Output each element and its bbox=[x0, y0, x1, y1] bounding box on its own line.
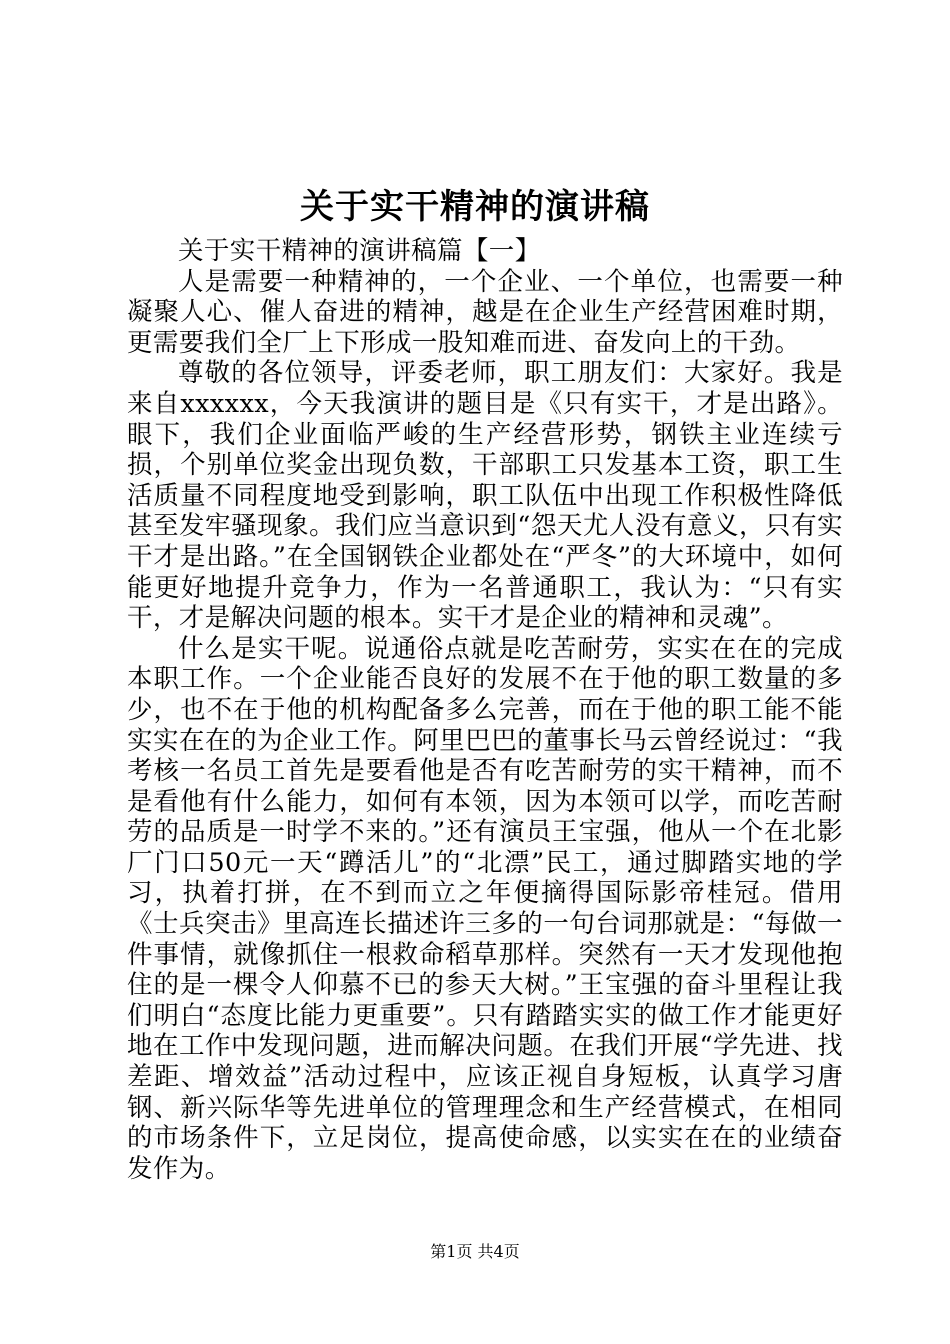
body-paragraph: 尊敬的各位领导，评委老师，职工朋友们：大家好。我是来自xxxxxx，今天我演讲的题目是《只有实干，才是出路》。眼下，我们企业面临严峻的生产经营形势，钢铁主业连续亏损，个别单位奖金出现负数，干部职工只发基本工资，职工生活质量不同程度地受到影响，职工队伍中出现工作积极性降低甚至发牢骚现象。我们应当意识到“怨天尤人没有意义，只有实干才是出路。”在全国钢铁企业都处在“严冬”的大环境中，如何能更好地提升竞争力，作为一名普通职工，我认为：“只有实干，才是解决问题的根本。实干才是企业的精神和灵魂”。 bbox=[127, 358, 843, 634]
section-heading: 关于实干精神的演讲稿篇【一】 bbox=[178, 236, 541, 266]
body-paragraph: 人是需要一种精神的，一个企业、一个单位，也需要一种凝聚人心、催人奋进的精神，越是在企业生产经营困难时期，更需要我们全厂上下形成一股知难而进、奋发向上的干劲。 bbox=[127, 266, 843, 358]
document-title: 关于实干精神的演讲稿 bbox=[300, 187, 650, 227]
body-paragraph: 什么是实干呢。说通俗点就是吃苦耐劳，实实在在的完成本职工作。一个企业能否良好的发展不在于他的职工数量的多少，也不在于他的机构配备多么完善，而在于他的职工能不能实实在在的为企业工作。阿里巴巴的董事长马云曾经说过：“我考核一名员工首先是要看他是否有吃苦耐劳的实干精神，而不是看他有什么能力，如何有本领，因为本领可以学，而吃苦耐劳的品质是一时学不来的。”还有演员王宝强，他从一个在北影厂门口50元一天“蹲活儿”的“北漂”民工，通过脚踏实地的学习，执着打拼，在不到而立之年便摘得国际影帝桂冠。借用《士兵突击》里高连长描述许三多的一句台词那就是：“每做一件事情，就像抓住一根救命稻草那样。突然有一天才发现他抱住的是一棵令人仰慕不已的参天大树。”王宝强的奋斗里程让我们明白“态度比能力更重要”。只有踏踏实实的做工作才能更好地在工作中发现问题，进而解决问题。在我们开展“学先进、找差距、增效益”活动过程中，应该正视自身短板，认真学习唐钢、新兴际华等先进单位的管理理念和生产经营模式，在相同的市场条件下，立足岗位，提高使命感，以实实在在的业绩奋发作为。 bbox=[127, 633, 843, 1184]
page-number-footer: 第1页 共4页 bbox=[430, 1242, 520, 1261]
document-body bbox=[127, 236, 843, 1184]
